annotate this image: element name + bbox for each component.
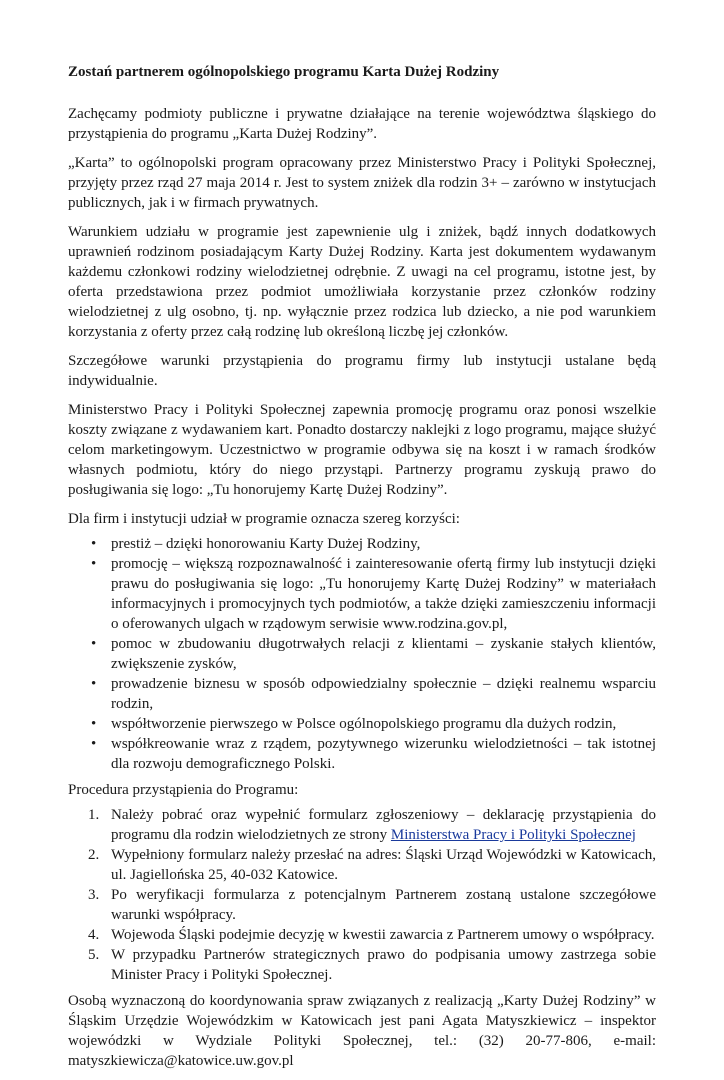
list-item [88, 845, 656, 885]
step-text: W przypadku Partnerów strategicznych prawo do podpisania umowy zastrzega sobie Minister Pracy i Polityki Społecznej. [111, 947, 656, 983]
list-item: • współkreowanie wraz z rządem, pozytywnego wizerunku wielodzietności – tak istotnej dla rozwoju demograficznego Polski. [111, 734, 656, 774]
list-item: • pomoc w zbudowaniu długotrwałych relacji z klientami – zyskanie stałych klientów, zwiększenie zysków, [111, 634, 656, 674]
step-number: 4. [88, 927, 100, 943]
page-title: Zostań partnerem ogólnopolskiego programu Karta Dużej Rodziny [68, 64, 500, 80]
contact-paragraph: Osobą wyznaczoną do koordynowania spraw związanych z realizacją „Karty Dużej Rodziny” w Śląskim Urzędzie Wojewódzkim w Katowicach jest pani Agata Matyszkiewicz – inspektor wojewódzki w Wydziale Polityki Społecznej, tel.: (32) 20-77-806, e-mail: matyszkiewicza@katowice.uw.gov.pl [68, 993, 656, 1069]
list-item: • współtworzenie pierwszego w Polsce ogólnopolskiego programu dla dużych rodzin, [111, 714, 656, 734]
list-item [88, 885, 656, 925]
step-text: Po weryfikacji formularza z potencjalnym Partnerem zostaną ustalone szczegółowe warunki współpracy. [111, 887, 656, 923]
list-item [88, 925, 656, 945]
step-number: 2. [88, 847, 100, 863]
benefits-list [68, 534, 656, 774]
step-text: Należy pobrać oraz wypełnić formularz zgłoszeniowy – deklarację przystąpienia do programu dla rodzin wielodzietnych ze strony [111, 807, 656, 843]
promotion-paragraph: Ministerstwo Pracy i Polityki Społecznej zapewnia promocję programu oraz ponosi wszelkie koszty związane z wydawaniem kart. Ponadto dostarczy naklejki z logo programu, mające służyć celom marketingowym. Uczestnictwo w programie odbywa się na koszt i w ramach środków własnych podmiotu, który do niego przystąpi. Partnerzy programu zyskują prawo do posługiwania się logo: „Tu honorujemy Kartę Dużej Rodziny”. [68, 402, 656, 498]
step-number: 1. [88, 807, 100, 823]
conditions-paragraph: Warunkiem udziału w programie jest zapewnienie ulg i zniżek, bądź innych dodatkowych uprawnień rodzinom posiadającym Karty Dużej Rodziny. Karta jest dokumentem wydawanym każdemu członkowi rodziny wielodzietnej odrębnie. Z uwagi na cel programu, istotne jest, by oferta przedstawiona przez podmiot umożliwiała korzystanie przez członków rodziny wielodzietnej z ulg osobno, tj. np. wyłącznie przez rodzica lub dziecko, a nie pod warunkiem korzystania z oferty przez całą rodzinę lub określoną liczbę jej członków. [68, 224, 656, 340]
benefits-intro: Dla firm i instytucji udział w programie oznacza szereg korzyści: [68, 511, 460, 527]
step-number: 5. [88, 947, 100, 963]
procedure-intro: Procedura przystąpienia do Programu: [68, 782, 299, 798]
list-item [88, 945, 656, 985]
details-paragraph: Szczegółowe warunki przystąpienia do programu firmy lub instytucji ustalane będą indywidualnie. [68, 353, 656, 389]
list-item: • promocję – większą rozpoznawalność i zainteresowanie ofertą firmy lub instytucji dzięki prawu do posługiwania się logo: „Tu honorujemy Kartę Dużej Rodziny” w materiałach informacyjnych i promocyjnych tych podmiotów, a także dzięki zamieszczeniu informacji o oferowanych ulgach w rządowym serwisie www.rodzina.gov.pl, [111, 554, 656, 634]
ministry-link[interactable]: Ministerstwa Pracy i Polityki Społecznej [390, 827, 636, 843]
intro-paragraph: Zachęcamy podmioty publiczne i prywatne działające na terenie województwa śląskiego do przystąpienia do programu „Karta Dużej Rodziny”. [68, 106, 656, 142]
program-description-paragraph: „Karta” to ogólnopolski program opracowany przez Ministerstwo Pracy i Polityki Społecznej, przyjęty przez rząd 27 maja 2014 r. Jest to system zniżek dla rodzin 3+ – zarówno w instytucjach publicznych, jak i w firmach prywatnych. [68, 155, 656, 211]
step-text: Wypełniony formularz należy przesłać na adres: Śląski Urząd Wojewódzki w Katowicach, ul. Jagiellońska 25, 40-032 Katowice. [111, 847, 656, 883]
document-page [68, 62, 656, 1080]
step-text: Wojewoda Śląski podejmie decyzję w kwestii zawarcia z Partnerem umowy o współpracy. [111, 927, 655, 943]
list-item: • prestiż – dzięki honorowaniu Karty Dużej Rodziny, [111, 534, 656, 554]
list-item: • prowadzenie biznesu w sposób odpowiedzialny społecznie – dzięki realnemu wsparciu rodzin, [111, 674, 656, 714]
procedure-list [68, 805, 656, 985]
step-number: 3. [88, 887, 100, 903]
list-item [88, 805, 656, 845]
